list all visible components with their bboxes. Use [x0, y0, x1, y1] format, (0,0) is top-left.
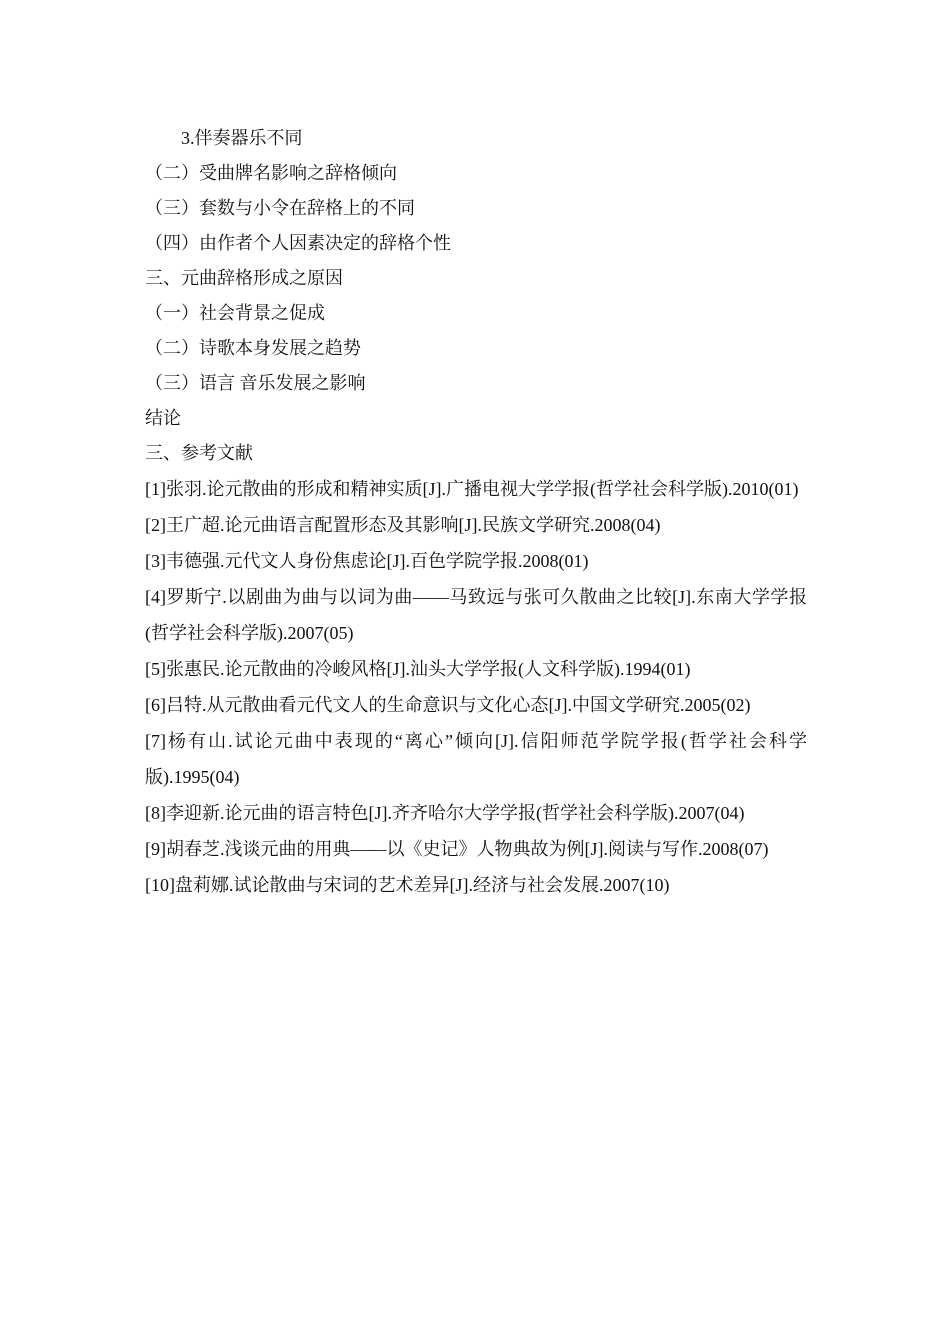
- reference-item: [5]张惠民.论元散曲的冷峻风格[J].汕头大学学报(人文科学版).1994(01): [145, 659, 691, 679]
- outline-item: （四）由作者个人因素决定的辞格个性: [145, 233, 451, 253]
- reference-item: [10]盘莉娜.试论散曲与宋词的艺术差异[J].经济与社会发展.2007(10): [145, 875, 670, 895]
- reference-item: [7]杨有山.试论元曲中表现的“离心”倾向[J].信阳师范学院学报(哲学社会科学版).1995(04): [145, 731, 807, 787]
- reference-item: [9]胡春芝.浅谈元曲的用典——以《史记》人物典故为例[J].阅读与写作.2008(07): [145, 839, 769, 859]
- outline-item: （一）社会背景之促成: [145, 303, 325, 323]
- outline-item: （二）诗歌本身发展之趋势: [145, 338, 361, 358]
- outline-item: 3.伴奏器乐不同: [181, 128, 303, 148]
- document-body: [145, 121, 807, 903]
- reference-item: [2]王广超.论元曲语言配置形态及其影响[J].民族文学研究.2008(04): [145, 515, 661, 535]
- conclusion-heading: 结论: [145, 408, 181, 428]
- reference-item: [6]吕特.从元散曲看元代文人的生命意识与文化心态[J].中国文学研究.2005(02): [145, 695, 751, 715]
- outline-item: （三）语言 音乐发展之影响: [145, 373, 366, 393]
- references-heading: 三、参考文献: [145, 443, 253, 463]
- outline-item: （二）受曲牌名影响之辞格倾向: [145, 163, 397, 183]
- reference-item: [4]罗斯宁.以剧曲为曲与以词为曲——马致远与张可久散曲之比较[J].东南大学学报(哲学社会科学版).2007(05): [145, 587, 807, 643]
- outline-item: （三）套数与小令在辞格上的不同: [145, 198, 415, 218]
- reference-item: [3]韦德强.元代文人身份焦虑论[J].百色学院学报.2008(01): [145, 551, 589, 571]
- reference-item: [1]张羽.论元散曲的形成和精神实质[J].广播电视大学学报(哲学社会科学版).2010(01): [145, 479, 799, 499]
- section-heading: 三、元曲辞格形成之原因: [145, 268, 343, 288]
- reference-item: [8]李迎新.论元曲的语言特色[J].齐齐哈尔大学学报(哲学社会科学版).2007(04): [145, 803, 745, 823]
